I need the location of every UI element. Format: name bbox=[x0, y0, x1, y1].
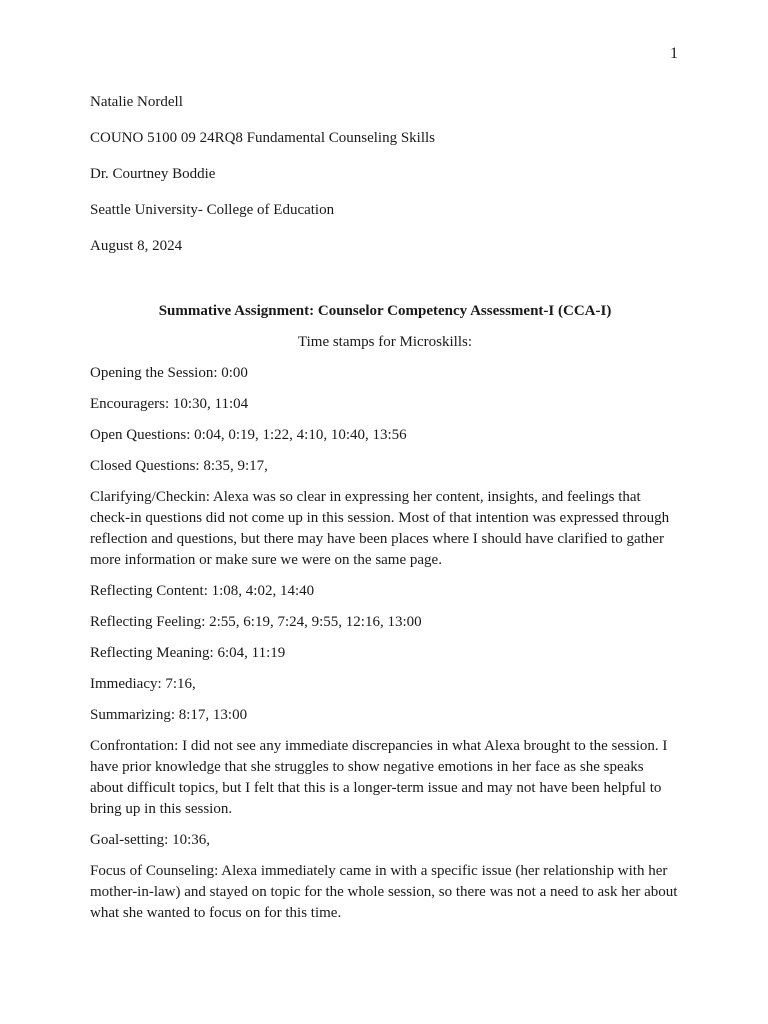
institution-name: Seattle University- College of Education bbox=[90, 202, 335, 218]
instructor-name: Dr. Courtney Boddie bbox=[90, 166, 216, 182]
document-subtitle: Time stamps for Microskills: bbox=[297, 334, 473, 350]
microskill-summarizing: Summarizing: 8:17, 13:00 bbox=[90, 707, 248, 723]
microskill-reflecting-feeling: Reflecting Feeling: 2:55, 6:19, 7:24, 9:55, 12:16, 13:00 bbox=[90, 614, 422, 630]
document-title: Summative Assignment: Counselor Competency Assessment-I (CCA-I) bbox=[158, 303, 612, 319]
document-body bbox=[90, 301, 680, 934]
course-name: COUNO 5100 09 24RQ8 Fundamental Counseling Skills bbox=[90, 130, 436, 146]
microskill-focus-of-counseling: Focus of Counseling: Alexa immediately came in with a specific issue (her relationship with her mother-in-law) and stayed on topic for the whole session, so there was not a need to ask her about what she wanted to focus on for this time. bbox=[90, 863, 678, 921]
document-date: August 8, 2024 bbox=[90, 238, 183, 254]
microskill-closed-questions: Closed Questions: 8:35, 9:17, bbox=[90, 458, 268, 474]
document-header bbox=[90, 92, 680, 272]
microskill-confrontation: Confrontation: I did not see any immediate discrepancies in what Alexa brought to the session. I have prior knowledge that she struggles to show negative emotions in her face as she speaks about difficult topics, but I felt that this is a longer-term issue and may not have been helpful to bring up in this session. bbox=[90, 738, 668, 817]
microskill-reflecting-content: Reflecting Content: 1:08, 4:02, 14:40 bbox=[90, 583, 315, 599]
microskill-reflecting-meaning: Reflecting Meaning: 6:04, 11:19 bbox=[90, 645, 286, 661]
page-number: 1 bbox=[670, 45, 678, 62]
microskill-clarifying: Clarifying/Checkin: Alexa was so clear in expressing her content, insights, and feelings that check-in questions did not come up in this session. Most of that intention was expressed through reflection and questions, but there may have been places where I should have clarified to gather more information or make sure we were on the same page. bbox=[90, 489, 670, 568]
microskill-open-questions: Open Questions: 0:04, 0:19, 1:22, 4:10, 10:40, 13:56 bbox=[90, 427, 407, 443]
microskill-immediacy: Immediacy: 7:16, bbox=[90, 676, 196, 692]
microskill-opening: Opening the Session: 0:00 bbox=[90, 365, 248, 381]
microskill-encouragers: Encouragers: 10:30, 11:04 bbox=[90, 396, 249, 412]
author-name: Natalie Nordell bbox=[90, 94, 183, 110]
microskill-goal-setting: Goal-setting: 10:36, bbox=[90, 832, 210, 848]
